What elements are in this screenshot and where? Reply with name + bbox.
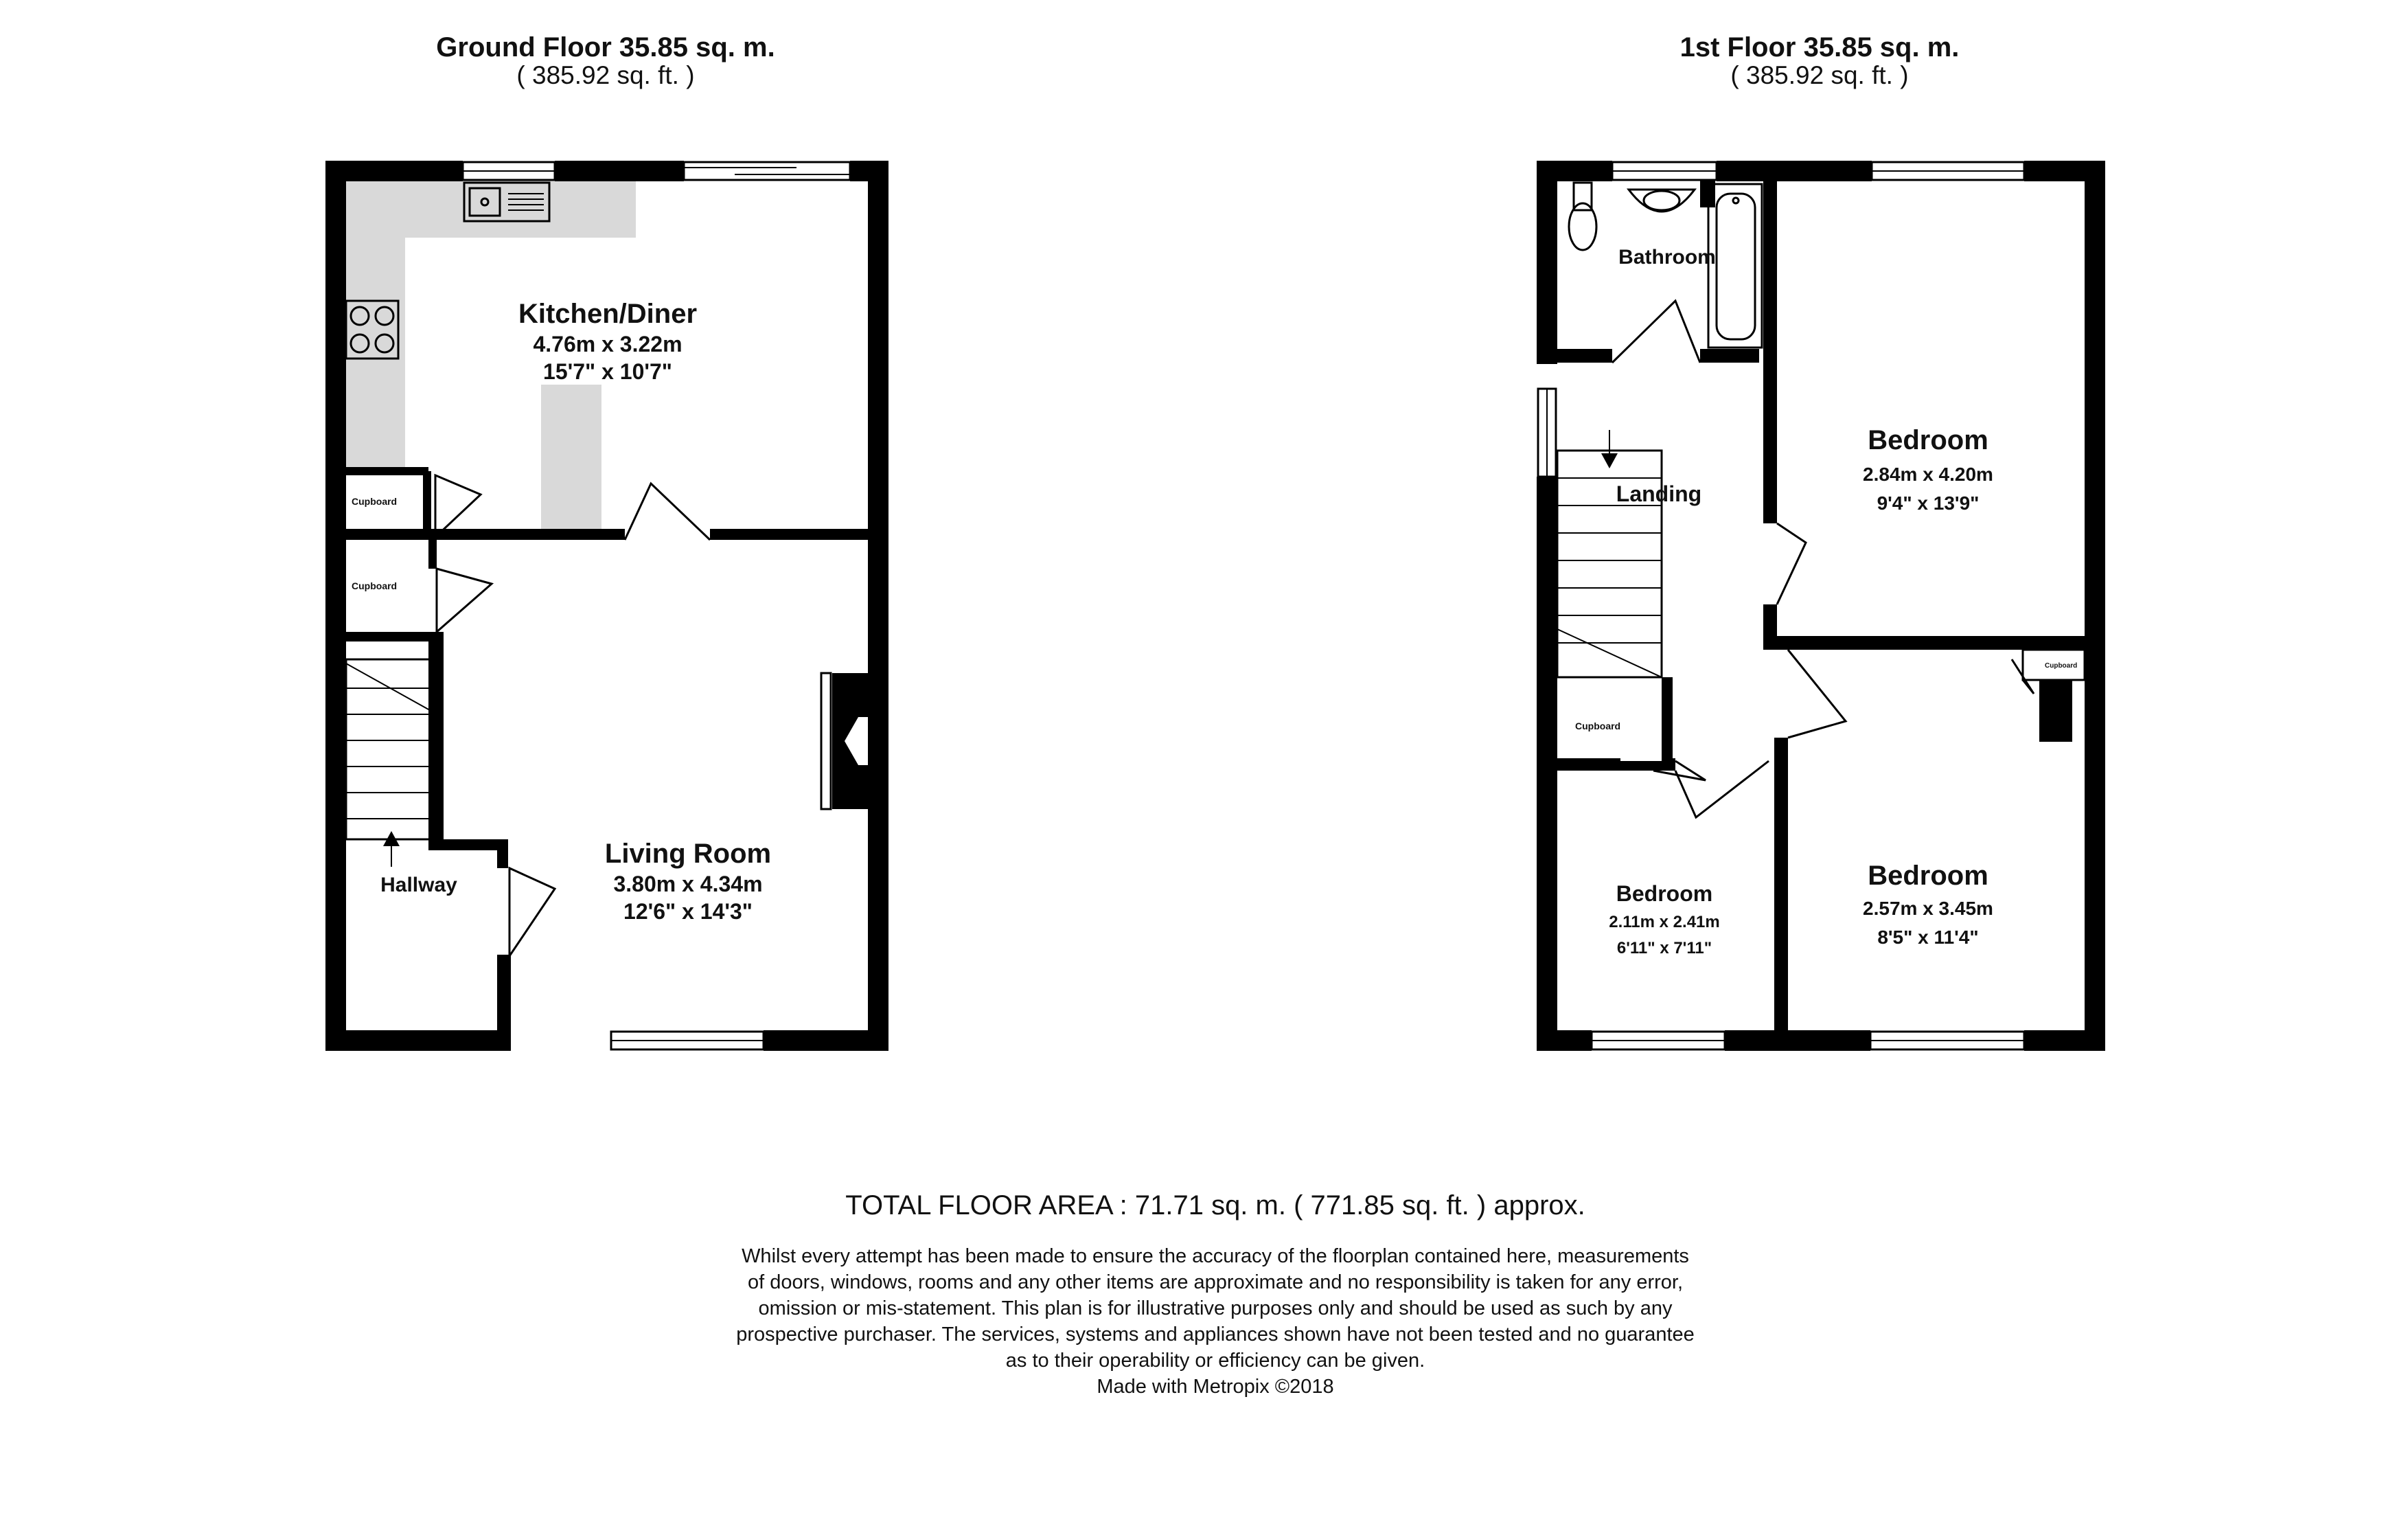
- wall: [1557, 761, 1674, 771]
- chimney-breast: [832, 673, 868, 717]
- room-size-metric: 4.76m x 3.22m: [533, 332, 683, 356]
- wall: [1763, 636, 2085, 650]
- bedroom-door: [1788, 650, 1846, 738]
- wall: [1725, 1030, 1870, 1051]
- wall: [428, 839, 508, 850]
- cupboard-label: Cupboard: [352, 496, 398, 507]
- room-name: Bedroom: [1616, 881, 1713, 906]
- basin-icon: [1629, 190, 1695, 212]
- room-size-imperial: 9'4" x 13'9": [1877, 492, 1980, 514]
- hearth: [821, 673, 831, 809]
- wall: [428, 540, 437, 569]
- disclaimer-line: Whilst every attempt has been made to ensure the accuracy of the floorplan contained here, measurements: [742, 1245, 1689, 1267]
- room-name: Kitchen/Diner: [518, 299, 698, 329]
- stairs: [1557, 430, 1662, 677]
- wall: [423, 471, 431, 540]
- wall: [497, 839, 508, 868]
- first-floor-title: 1st Floor 35.85 sq. m.: [1679, 32, 1960, 63]
- stairs: [346, 659, 430, 867]
- wall: [2085, 161, 2105, 1051]
- bathroom-door: [1612, 301, 1700, 363]
- fireplace: [832, 717, 858, 765]
- wall: [764, 1030, 888, 1051]
- wall: [497, 955, 511, 1051]
- disclaimer-line: omission or mis-statement. This plan is for illustrative purposes only and should be used as such by any: [758, 1297, 1673, 1319]
- wall: [1537, 161, 1557, 364]
- cupboard-label: Cupboard: [1575, 720, 1621, 731]
- credit-line: Made with Metropix ©2018: [1097, 1376, 1334, 1398]
- cupboard-label: Cupboard: [352, 580, 398, 591]
- kitchen-door: [625, 484, 710, 540]
- room-size-imperial: 15'7" x 10'7": [543, 359, 672, 384]
- disclaimer-line: prospective purchaser. The services, systems and appliances shown have not been tested and no guarantee: [736, 1324, 1695, 1345]
- wall: [710, 529, 868, 540]
- wall: [1717, 161, 1872, 181]
- disclaimer-line: of doors, windows, rooms and any other items are approximate and no responsibility is taken for any error,: [747, 1271, 1684, 1293]
- room-size-metric: 2.84m x 4.20m: [1863, 464, 1993, 485]
- first-floor-plan: [1537, 161, 2105, 1051]
- cupboard-label: Cupboard: [2045, 662, 2078, 670]
- wall: [346, 632, 435, 641]
- cupboard-door: [437, 569, 492, 632]
- bedroom-door: [1777, 523, 1806, 604]
- ground-floor-title: Ground Floor 35.85 sq. m.: [436, 32, 775, 63]
- room-name: Hallway: [380, 874, 457, 896]
- total-floor-area: TOTAL FLOOR AREA : 71.71 sq. m. ( 771.85 sq. ft. ) approx.: [845, 1190, 1585, 1220]
- wall: [1763, 180, 1777, 523]
- wall: [1700, 349, 1759, 363]
- room-size-imperial: 8'5" x 11'4": [1877, 927, 1979, 948]
- ground-floor-area-sqft: ( 385.92 sq. ft. ): [516, 61, 695, 89]
- wall: [1537, 1030, 1592, 1051]
- room-name: Bathroom: [1618, 246, 1716, 269]
- wall: [1763, 636, 1774, 650]
- wall: [1537, 477, 1557, 1051]
- basin-bowl: [1644, 191, 1679, 210]
- first-floor-area-sqft: ( 385.92 sq. ft. ): [1730, 61, 1909, 89]
- wall: [868, 161, 888, 1051]
- room-size-metric: 2.57m x 3.45m: [1863, 898, 1993, 919]
- room-name: Bedroom: [1868, 861, 1988, 891]
- ground-floor-plan: [325, 161, 888, 1051]
- wall: [1774, 761, 1788, 1030]
- disclaimer-line: as to their operability or efficiency can be given.: [1005, 1350, 1425, 1372]
- bath-plug: [1733, 198, 1739, 203]
- kitchen-counter-left: [345, 180, 405, 471]
- bath-tub: [1717, 194, 1755, 339]
- wall: [555, 161, 684, 181]
- cupboard-door: [435, 475, 481, 537]
- wall: [1662, 677, 1673, 764]
- wall: [1557, 349, 1612, 363]
- room-name: Living Room: [604, 839, 772, 869]
- room-name: Landing: [1616, 481, 1702, 506]
- kitchen-island: [541, 385, 601, 532]
- stairs-down-arrow-icon: [1601, 453, 1618, 468]
- sliding-door: [684, 162, 850, 180]
- wall: [325, 1030, 511, 1051]
- wall: [2024, 1030, 2105, 1051]
- front-room-door: [509, 868, 555, 956]
- room-size-imperial: 6'11" x 7'11": [1616, 939, 1712, 957]
- wall: [325, 161, 346, 1051]
- wall: [1774, 738, 1788, 761]
- room-name: Bedroom: [1868, 425, 1988, 455]
- chimney-breast: [832, 765, 868, 809]
- wall: [346, 529, 625, 540]
- room-size-metric: 2.11m x 2.41m: [1609, 913, 1720, 931]
- room-size-imperial: 12'6" x 14'3": [623, 899, 753, 924]
- chimney-breast: [2039, 680, 2072, 742]
- wall: [346, 467, 428, 475]
- room-size-metric: 3.80m x 4.34m: [613, 872, 763, 896]
